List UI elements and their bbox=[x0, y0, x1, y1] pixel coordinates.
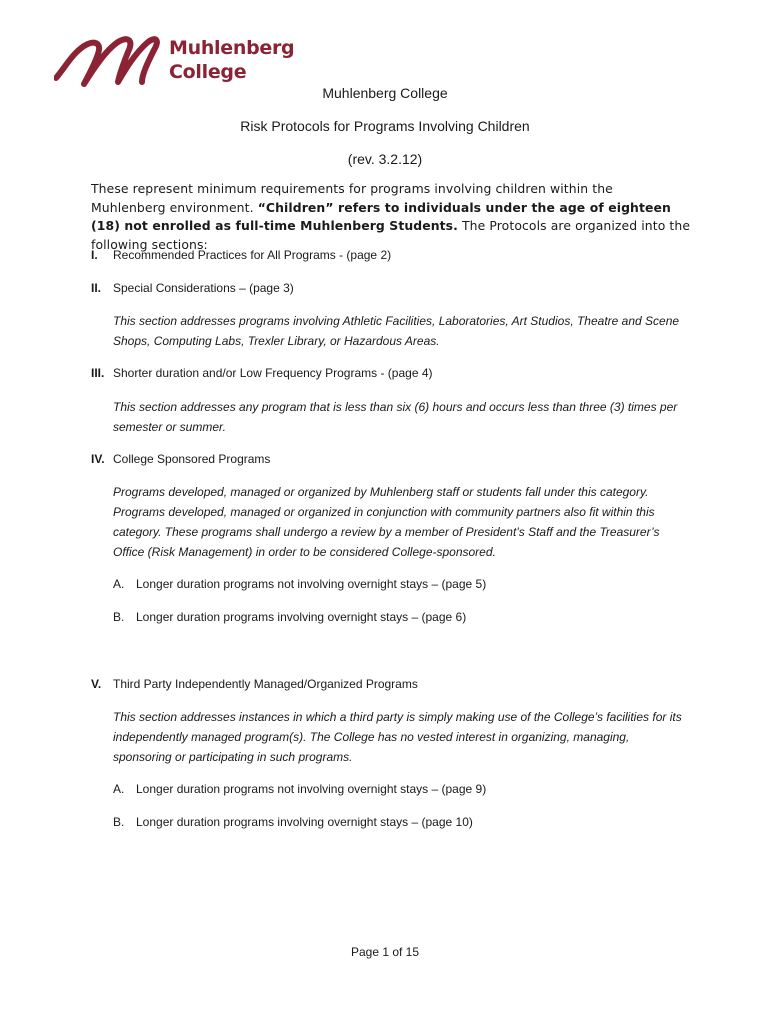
subsection-label: Longer duration programs involving overnight stays – (page 10) bbox=[136, 815, 473, 829]
subsection-letter: B. bbox=[113, 610, 125, 624]
subsection-letter: A. bbox=[113, 782, 125, 796]
subsection-label: Longer duration programs involving overnight stays – (page 6) bbox=[136, 610, 467, 624]
college-logo bbox=[54, 32, 295, 88]
subsection-item bbox=[113, 781, 486, 797]
section-number: II. bbox=[91, 281, 102, 295]
subsection-item bbox=[113, 814, 473, 830]
logo-line2: College bbox=[169, 61, 247, 83]
section-description: This section addresses instances in which a third party is simply making use of the College’s facilities for its independently managed program(s). The College has no vested interest in organizing, managing, sponsoring or participating in such programs. bbox=[113, 710, 682, 764]
logo-line1: Muhlenberg bbox=[169, 37, 295, 59]
intro-paragraph bbox=[91, 180, 691, 254]
intro-text-a: These represent minimum requirements for programs involving children within the Muhlenberg environment. bbox=[91, 181, 613, 215]
doc-revision: (rev. 3.2.12) bbox=[347, 151, 423, 167]
intro-children-definition: “Children” refers to individuals under the age of eighteen (18) not enrolled as full-time Muhlenberg Students. bbox=[91, 199, 671, 233]
section-label: Third Party Independently Managed/Organized Programs bbox=[113, 677, 418, 691]
intro-text-b: The Protocols are organized into the following sections: bbox=[91, 218, 691, 252]
section-label: College Sponsored Programs bbox=[113, 452, 271, 466]
subsection-letter: A. bbox=[113, 577, 125, 591]
section-number: IV. bbox=[91, 452, 105, 466]
doc-title-main: Risk Protocols for Programs Involving Children bbox=[240, 118, 530, 134]
section-description: Programs developed, managed or organized by Muhlenberg staff or students fall under this category. Programs developed, managed or organized in conjunction with community partners also fit within this category. These programs shall undergo a review by a member of President’s Staff and the Treasurer’s Office (Risk Management) in order to be considered College-sponsored. bbox=[113, 485, 660, 559]
subsection-letter: B. bbox=[113, 815, 125, 829]
subsection-label: Longer duration programs not involving overnight stays – (page 5) bbox=[136, 577, 487, 591]
section-description: This section addresses any program that is less than six (6) hours and occurs less than three (3) times per semester or summer. bbox=[113, 400, 678, 434]
section-number: V. bbox=[91, 677, 102, 691]
section-label: Shorter duration and/or Low Frequency Programs - (page 4) bbox=[113, 366, 433, 380]
section-number: I. bbox=[91, 248, 98, 262]
section-description: This section addresses programs involving Athletic Facilities, Laboratories, Art Studios, Theatre and Scene Shops, Computing Labs, Trexler Library, or Hazardous Areas. bbox=[113, 314, 680, 348]
section-label: Special Considerations – (page 3) bbox=[113, 281, 294, 295]
page-number-footer: Page 1 of 15 bbox=[350, 945, 420, 959]
subsection-item bbox=[113, 609, 466, 625]
section-number: III. bbox=[91, 366, 105, 380]
m-logo-icon bbox=[54, 32, 164, 88]
section-label: Recommended Practices for All Programs - (page 2) bbox=[113, 248, 392, 262]
subsection-item bbox=[113, 576, 486, 592]
subsection-label: Longer duration programs not involving overnight stays – (page 9) bbox=[136, 782, 487, 796]
doc-title-college: Muhlenberg College bbox=[322, 85, 448, 101]
